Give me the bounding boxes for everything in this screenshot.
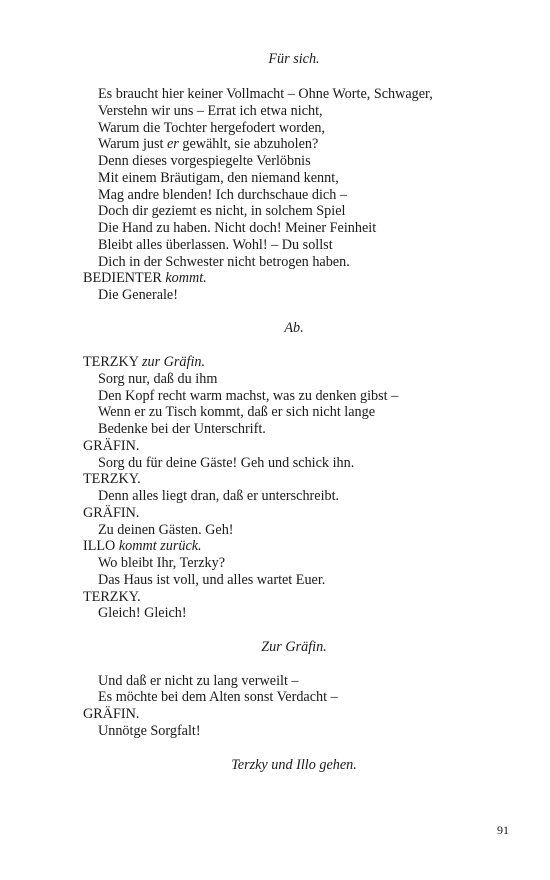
- verse-line: Warum die Tochter hergefodert worden,: [98, 120, 326, 136]
- speaker-name: GRÄFIN.: [83, 438, 140, 454]
- verse-line: Verstehn wir uns – Errat ich etwa nicht,: [98, 103, 323, 119]
- verse-line: Wenn er zu Tisch kommt, daß er sich nicht lange: [98, 404, 376, 420]
- speaker-name: GRÄFIN.: [83, 706, 140, 722]
- verse-line: Die Generale!: [98, 287, 178, 303]
- verse-line: Sorg du für deine Gäste! Geh und schick ihn.: [98, 455, 355, 471]
- verse-line: Denn dieses vorgespiegelte Verlöbnis: [98, 153, 311, 169]
- verse-line: Den Kopf recht warm machst, was zu denken gibst –: [98, 388, 399, 404]
- speaker-name: GRÄFIN.: [83, 505, 140, 521]
- stage-direction: Terzky und Illo gehen.: [231, 757, 357, 773]
- verse-line: Mit einem Bräutigam, den niemand kennt,: [98, 170, 339, 186]
- speaker-name: ILLO: [83, 538, 116, 554]
- verse-line: Es braucht hier keiner Vollmacht – Ohne Worte, Schwager,: [98, 86, 433, 102]
- verse-line: Doch dir geziemt es nicht, in solchem Spiel: [98, 203, 346, 219]
- verse-emphasis: er: [167, 136, 179, 152]
- verse-line: [98, 136, 318, 153]
- speaker-name: TERZKY.: [83, 589, 141, 605]
- verse-line: Unnötge Sorgfalt!: [98, 723, 201, 739]
- speaker-heading: [83, 538, 202, 555]
- verse-line: Bedenke bei der Unterschrift.: [98, 421, 266, 437]
- speaker-name: TERZKY: [83, 354, 139, 370]
- speaker-direction: kommt zurück.: [118, 538, 202, 554]
- verse-line: Es möchte bei dem Alten sonst Verdacht –: [98, 689, 338, 705]
- speaker-direction: kommt.: [165, 270, 207, 286]
- speaker-name: TERZKY.: [83, 471, 141, 487]
- verse-line: Gleich! Gleich!: [98, 605, 187, 621]
- speaker-heading: [83, 354, 205, 371]
- verse-text: gewählt, sie abzuholen?: [178, 136, 319, 152]
- stage-direction: Ab.: [284, 320, 304, 336]
- speaker-name: BEDIENTER: [83, 270, 162, 286]
- verse-line: Wo bleibt Ihr, Terzky?: [98, 555, 226, 571]
- verse-line: Mag andre blenden! Ich durchschaue dich –: [98, 187, 347, 203]
- verse-line: Dich in der Schwester nicht betrogen haben.: [98, 254, 350, 270]
- page-number: 91: [497, 823, 509, 837]
- verse-line: Die Hand zu haben. Nicht doch! Meiner Feinheit: [98, 220, 377, 236]
- stage-direction: Zur Gräfin.: [261, 639, 327, 655]
- verse-line: Bleibt alles überlassen. Wohl! – Du sollst: [98, 237, 333, 253]
- speaker-direction: zur Gräfin.: [141, 354, 206, 370]
- verse-text: Warum just: [98, 136, 167, 152]
- verse-line: Und daß er nicht zu lang verweilt –: [98, 673, 299, 689]
- verse-line: Sorg nur, daß du ihm: [98, 371, 218, 387]
- verse-line: Denn alles liegt dran, daß er unterschreibt.: [98, 488, 340, 504]
- stage-direction: Für sich.: [268, 51, 320, 67]
- verse-line: Das Haus ist voll, und alles wartet Euer.: [98, 572, 326, 588]
- speaker-heading: [83, 270, 207, 287]
- verse-line: Zu deinen Gästen. Geh!: [98, 522, 234, 538]
